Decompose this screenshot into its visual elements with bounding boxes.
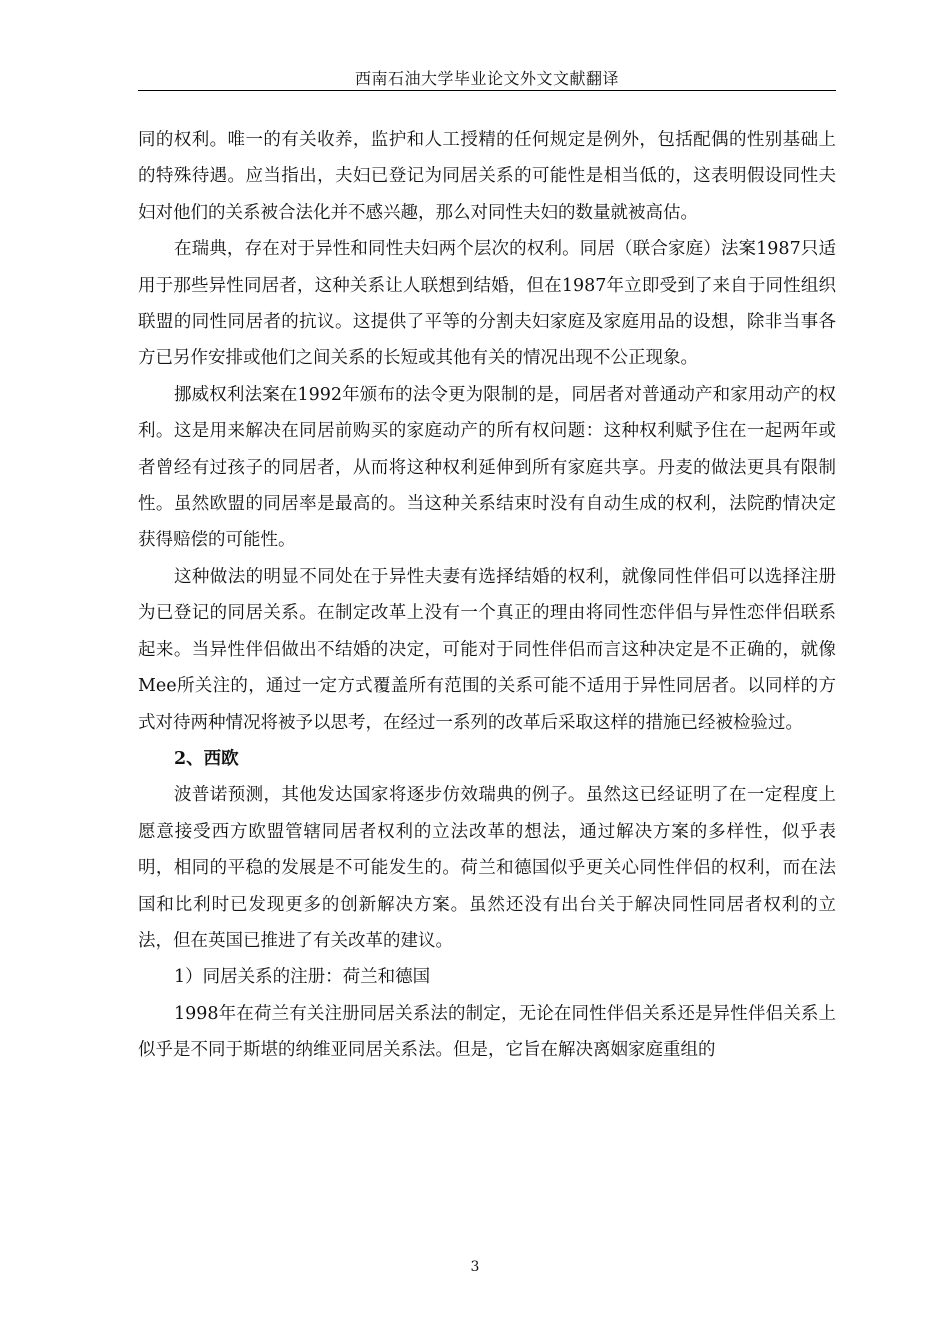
document-body <box>138 122 836 1069</box>
paragraph-3: 挪威权利法案在1992年颁布的法令更为限制的是，同居者对普通动产和家用动产的权利。这是用来解决在同居前购买的家庭动产的所有权问题：这种权利赋予住在一起两年或者曾经有过孩子的同居者，从而将这种权利延伸到所有家庭共享。丹麦的做法更具有限制性。虽然欧盟的同居率是最高的。当这种关系结束时没有自动生成的权利，法院酌情决定获得赔偿的可能性。 <box>138 384 836 551</box>
paragraph-2: 在瑞典，存在对于异性和同性夫妇两个层次的权利。同居（联合家庭）法案1987只适用于那些异性同居者，这种关系让人联想到结婚，但在1987年立即受到了来自于同性组织联盟的同性同居者的抗议。这提供了平等的分割夫妇家庭及家庭用品的设想，除非当事各方已另作安排或他们之间关系的长短或其他有关的情况出现不公正现象。 <box>138 239 836 369</box>
paragraph-1: 同的权利。唯一的有关收养，监护和人工授精的任何规定是例外，包括配偶的性别基础上的特殊待遇。应当指出，夫妇已登记为同居关系的可能性是相当低的，这表明假设同性夫妇对他们的关系被合法化并不感兴趣，那么对同性夫妇的数量就被高估。 <box>138 130 836 223</box>
subsection-heading: 1）同居关系的注册：荷兰和德国 <box>174 967 431 988</box>
header-divider <box>138 90 836 91</box>
paragraph-4: 这种做法的明显不同处在于异性夫妻有选择结婚的权利，就像同性伴侣可以选择注册为已登记的同居关系。在制定改革上没有一个真正的理由将同性恋伴侣与异性恋伴侣联系起来。当异性伴侣做出不结婚的决定，可能对于同性伴侣而言这种决定是不正确的，就像Mee所关注的，通过一定方式覆盖所有范围的关系可能不适用于异性同居者。以同样的方式对待两种情况将被予以思考，在经过一系列的改革后采取这样的措施已经被检验过。 <box>138 566 836 733</box>
running-header: 西南石油大学毕业论文外文文献翻译 <box>354 69 619 88</box>
paragraph-5: 波普诺预测，其他发达国家将逐步仿效瑞典的例子。虽然这已经证明了在一定程度上愿意接受西方欧盟管辖同居者权利的立法改革的想法，通过解决方案的多样性，似乎表明，相同的平稳的发展是不可能发生的。荷兰和德国似乎更关心同性伴侣的权利，而在法国和比利时已发现更多的创新解决方案。虽然还没有出台关于解决同性同居者权利的立法，但在英国已推进了有关改革的建议。 <box>138 785 836 951</box>
section-heading: 2、西欧 <box>174 748 239 769</box>
paragraph-6: 1998年在荷兰有关注册同居关系法的制定，无论在同性伴侣关系还是异性伴侣关系上似乎是不同于斯堪的纳维亚同居关系法。但是，它旨在解决离姻家庭重组的 <box>138 1003 836 1061</box>
page-number: 3 <box>470 1259 480 1275</box>
